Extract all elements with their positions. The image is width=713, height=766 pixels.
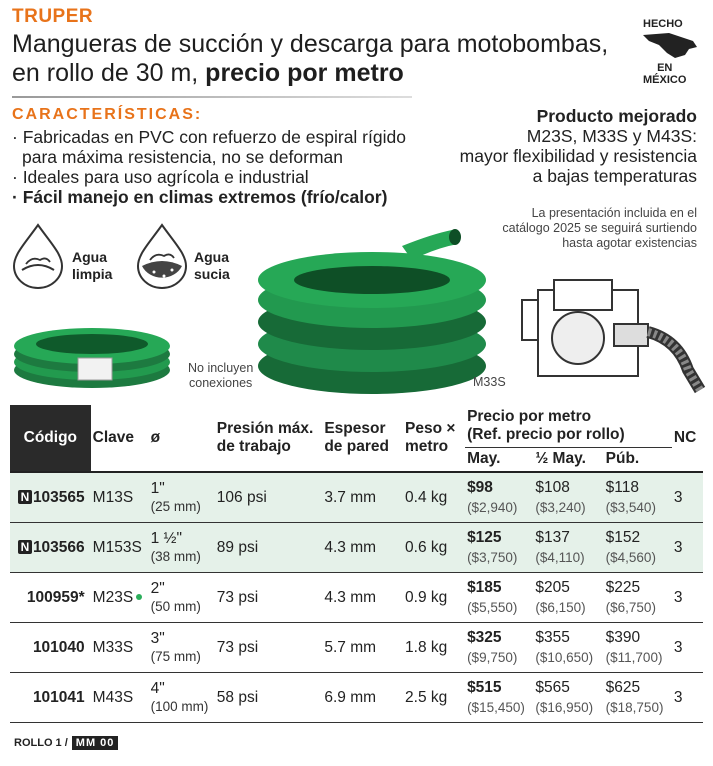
- feature-item-2: · Ideales para uso agrícola e industrial: [12, 167, 309, 187]
- row-price-half: [533, 623, 603, 673]
- row-price-may-roll: ($3,750): [467, 549, 518, 565]
- col-header-code: Código: [10, 405, 91, 471]
- new-badge: N: [18, 540, 32, 554]
- improved-heading: Producto mejorado: [536, 106, 697, 126]
- large-hose-roll-image: [252, 226, 492, 396]
- row-pressure: 89 psi: [215, 523, 323, 573]
- row-price-may-roll: ($9,750): [467, 649, 518, 665]
- footer-roll: ROLLO 1 /: [14, 737, 68, 749]
- row-price-half-roll: ($4,110): [535, 549, 585, 565]
- title-line-1: Mangueras de succión y descarga para motobombas,: [12, 30, 609, 58]
- made-in-mexico-badge: [637, 18, 699, 86]
- row-key: M43S: [91, 673, 149, 723]
- row-diameter: [149, 472, 215, 523]
- col-header-weight: [403, 405, 465, 471]
- row-price-may-value: $325: [467, 628, 502, 646]
- no-connections-note-1: No incluyen: [188, 361, 254, 375]
- col-header-weight-2: metro: [405, 438, 449, 455]
- catalog-note-2: catálogo 2025 se seguirá surtiendo: [502, 221, 697, 235]
- clean-water-label: [72, 249, 112, 283]
- title-line-2-text: en rollo de 30 m,: [12, 59, 206, 87]
- row-diameter-in: 4": [150, 679, 165, 697]
- row-code: 100959*: [10, 573, 91, 623]
- new-badge: N: [18, 490, 32, 504]
- row-price-pub-roll: ($18,750): [605, 699, 664, 715]
- row-pressure: 58 psi: [215, 673, 323, 723]
- row-price-half-value: $205: [535, 578, 570, 596]
- row-key: M153S: [91, 523, 149, 573]
- row-price-half: [533, 573, 603, 623]
- row-key: [91, 573, 149, 623]
- table-row: [10, 523, 703, 573]
- page-title: [12, 30, 622, 88]
- row-pressure: 106 psi: [215, 472, 323, 523]
- row-diameter: [149, 623, 215, 673]
- no-connections-note-2: conexiones: [189, 376, 253, 390]
- col-header-diameter: ø: [150, 429, 161, 446]
- row-price-half: [533, 472, 603, 523]
- improved-line-3: a bajas temperaturas: [532, 166, 697, 186]
- col-header-price: [465, 405, 672, 447]
- row-code-text: 103566: [32, 538, 85, 556]
- feature-item-1: · Fabricadas en PVC con refuerzo de espiral rígido para máxima resistencia, no se deforman: [12, 127, 406, 167]
- row-price-pub-roll: ($6,750): [605, 599, 656, 615]
- hose-model-label: M33S: [473, 375, 506, 389]
- row-diameter-mm: (38 mm): [150, 548, 201, 564]
- row-price-half-value: $355: [535, 628, 570, 646]
- col-header-price-1: Precio por metro: [467, 407, 592, 425]
- col-header-weight-1: Peso ×: [405, 420, 456, 437]
- table-row: [10, 472, 703, 523]
- row-price-pub-value: $390: [605, 628, 641, 646]
- improved-dot-icon: [136, 594, 142, 600]
- col-header-thickness-1: Espesor: [324, 420, 386, 437]
- row-price-may: [465, 472, 533, 523]
- row-nc: 3: [672, 573, 703, 623]
- row-pressure: 73 psi: [215, 623, 323, 673]
- improved-line-1: M23S, M33S y M43S:: [526, 126, 697, 146]
- row-price-half-roll: ($3,240): [535, 499, 586, 515]
- row-thickness: 6.9 mm: [322, 673, 403, 723]
- row-price-may: [465, 573, 533, 623]
- row-thickness: 4.3 mm: [322, 523, 403, 573]
- row-diameter: [149, 523, 215, 573]
- row-key: M13S: [91, 472, 149, 523]
- row-key: M33S: [91, 623, 149, 673]
- row-price-may: [465, 523, 533, 573]
- row-diameter-mm: (50 mm): [150, 598, 201, 614]
- row-code: [10, 472, 91, 523]
- row-thickness: 3.7 mm: [322, 472, 403, 523]
- col-header-pressure: [215, 405, 323, 471]
- row-weight: 2.5 kg: [403, 673, 465, 723]
- row-price-pub: [604, 523, 672, 573]
- row-price-pub-roll: ($4,560): [605, 549, 656, 565]
- row-price-pub-roll: ($11,700): [605, 649, 663, 665]
- col-header-pressure-1: Presión máx.: [216, 420, 314, 437]
- badge-bottom-1: EN: [657, 62, 673, 74]
- row-price-pub-value: $225: [605, 578, 641, 596]
- row-weight: 0.6 kg: [403, 523, 465, 573]
- row-price-pub: [604, 673, 672, 723]
- row-diameter-in: 2": [150, 579, 165, 597]
- catalog-note: [502, 206, 697, 251]
- price-table: [10, 405, 703, 723]
- row-price-pub: [604, 573, 672, 623]
- badge-bottom-2: MÉXICO: [643, 74, 687, 86]
- row-nc: 3: [672, 472, 703, 523]
- features-heading: CARACTERÍSTICAS:: [12, 106, 203, 123]
- row-weight: 0.4 kg: [403, 472, 465, 523]
- catalog-note-1: La presentación incluida en el: [531, 206, 697, 220]
- clean-water-icon: [10, 222, 66, 290]
- row-diameter-mm: (100 mm): [150, 698, 209, 714]
- row-nc: 3: [672, 673, 703, 723]
- row-price-may-value: $185: [467, 578, 502, 596]
- mexico-map-icon: [641, 31, 699, 61]
- row-price-may: [465, 623, 533, 673]
- row-code: 101040: [10, 623, 91, 673]
- row-nc: 3: [672, 623, 703, 673]
- row-price-half-roll: ($16,950): [535, 699, 594, 715]
- row-diameter-mm: (75 mm): [150, 648, 201, 664]
- row-weight: 1.8 kg: [403, 623, 465, 673]
- row-price-may: [465, 673, 533, 723]
- dirty-water-label-2: sucia: [194, 266, 230, 282]
- row-code-text: 103565: [32, 488, 85, 506]
- row-pressure: 73 psi: [215, 573, 323, 623]
- page-footer: [14, 736, 118, 750]
- clean-water-label-1: Agua: [72, 249, 107, 265]
- row-price-may-roll: ($5,550): [467, 599, 518, 615]
- col-header-thickness-2: de pared: [324, 438, 389, 455]
- row-diameter-in: 3": [150, 629, 165, 647]
- dirty-water-icon: [134, 222, 190, 290]
- row-code: 101041: [10, 673, 91, 723]
- row-price-half-value: $565: [535, 678, 570, 696]
- col-header-pressure-2: de trabajo: [216, 438, 291, 455]
- motor-pump-illustration: [518, 260, 708, 400]
- clean-water-label-2: limpia: [72, 266, 113, 282]
- row-price-pub: [604, 623, 672, 673]
- row-diameter-mm: (25 mm): [150, 498, 201, 514]
- badge-top-text: HECHO: [643, 18, 683, 30]
- row-price-half: [533, 673, 603, 723]
- title-divider: [12, 96, 412, 98]
- title-line-2-bold: precio por metro: [205, 59, 404, 87]
- small-hose-roll-image: [8, 318, 176, 390]
- row-price-may-roll: ($15,450): [467, 699, 525, 715]
- title-line-2: [12, 59, 622, 88]
- row-price-pub-value: $118: [605, 478, 639, 496]
- table-row: [10, 673, 703, 723]
- row-price-may-roll: ($2,940): [467, 499, 518, 515]
- badge-bottom: [643, 62, 686, 86]
- footer-mm: MM 00: [72, 736, 119, 750]
- col-header-thickness: [322, 405, 403, 471]
- row-price-half-value: $137: [535, 528, 570, 546]
- brand-logo: TRUPER: [12, 6, 94, 27]
- table-row: [10, 623, 703, 673]
- no-connections-note: [188, 361, 253, 391]
- dirty-water-label: [194, 249, 230, 283]
- row-diameter-in: 1": [150, 479, 165, 497]
- col-header-pub: Púb.: [605, 450, 640, 468]
- col-header-may: May.: [467, 450, 501, 468]
- row-price-may-value: $98: [467, 478, 493, 496]
- feature-item-3: · Fácil manejo en climas extremos (frío/calor): [12, 187, 388, 207]
- row-diameter: [149, 573, 215, 623]
- col-header-price-2: (Ref. precio por rollo): [467, 425, 625, 443]
- col-header-nc: NC: [673, 429, 697, 446]
- dirty-water-label-1: Agua: [194, 249, 229, 265]
- row-diameter: [149, 673, 215, 723]
- row-diameter-in: 1 ½": [150, 529, 182, 547]
- row-nc: 3: [672, 523, 703, 573]
- row-weight: 0.9 kg: [403, 573, 465, 623]
- row-price-pub: [604, 472, 672, 523]
- row-thickness: 5.7 mm: [322, 623, 403, 673]
- improved-product: [460, 106, 697, 186]
- improved-line-2: mayor flexibilidad y resistencia: [459, 146, 697, 166]
- row-thickness: 4.3 mm: [322, 573, 403, 623]
- col-header-half-may: ½ May.: [535, 450, 586, 468]
- row-price-pub-value: $152: [605, 528, 641, 546]
- catalog-note-3: hasta agotar existencias: [562, 236, 697, 250]
- row-key-text: M23S: [92, 588, 134, 606]
- row-price-half-roll: ($10,650): [535, 649, 594, 665]
- features-list: [12, 127, 432, 207]
- row-price-half-value: $108: [535, 478, 570, 496]
- row-price-may-value: $515: [467, 678, 502, 696]
- row-price-half: [533, 523, 603, 573]
- row-price-half-roll: ($6,150): [535, 599, 586, 615]
- table-row: [10, 573, 703, 623]
- row-price-may-value: $125: [467, 528, 502, 546]
- col-header-key: Clave: [92, 429, 135, 446]
- row-code: [10, 523, 91, 573]
- row-price-pub-roll: ($3,540): [605, 499, 656, 515]
- row-price-pub-value: $625: [605, 678, 641, 696]
